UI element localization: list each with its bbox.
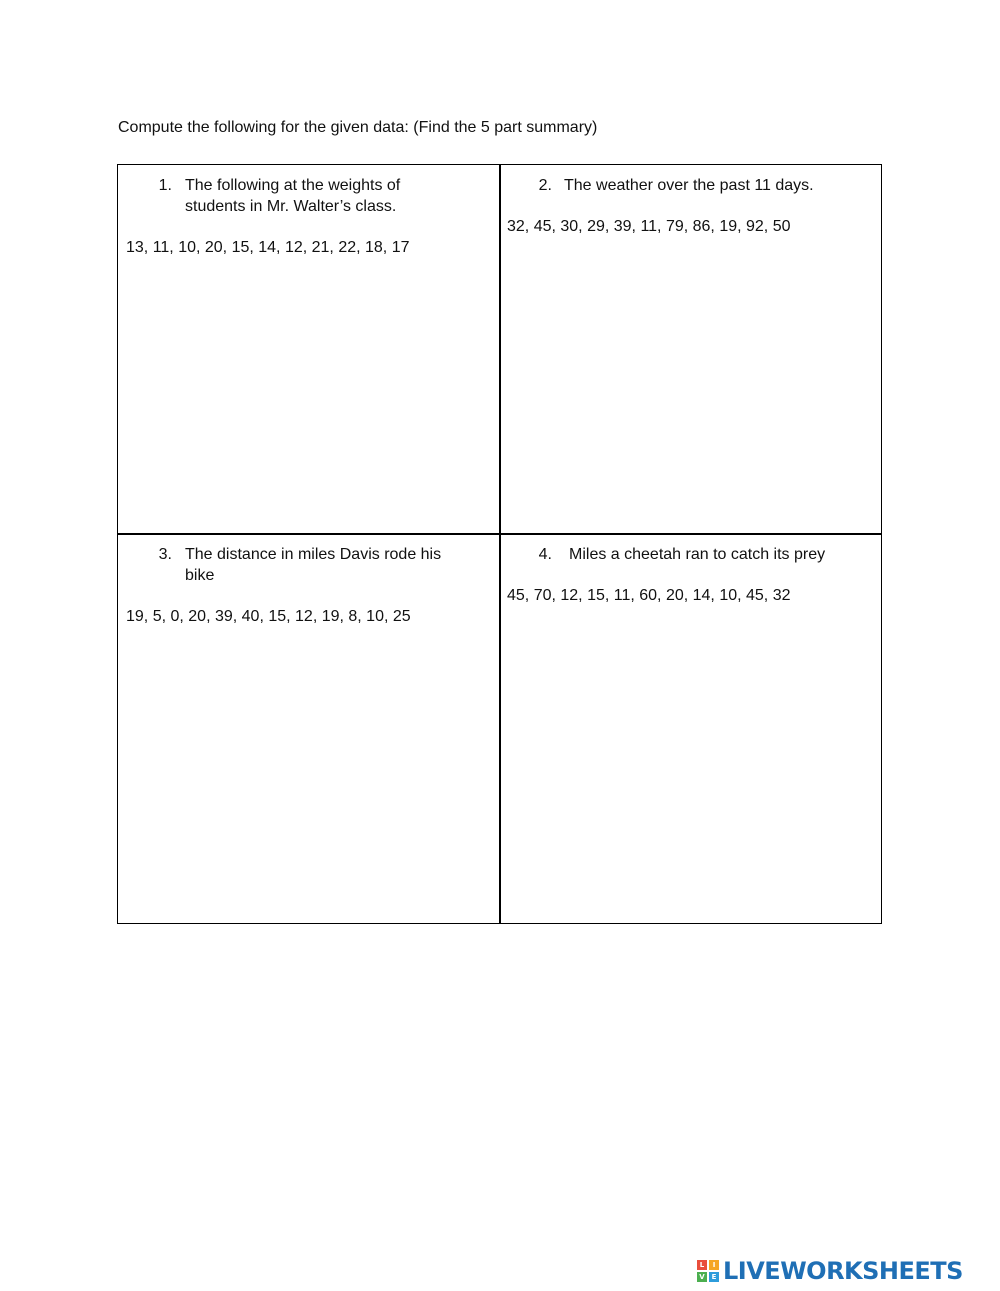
problem-number-4: 4.: [538, 546, 552, 563]
liveworksheets-logo: [697, 1258, 963, 1284]
problem-text-1: The following at the weights of students in Mr. Walter’s class.: [185, 177, 401, 215]
logo-block-i: I: [709, 1260, 719, 1270]
problem-text-3: The distance in miles Davis rode his bike: [185, 546, 442, 584]
logo-blocks-icon: [697, 1260, 719, 1282]
logo-block-e: E: [709, 1272, 719, 1282]
problem-cell-1: [126, 175, 491, 258]
problem-question-1: [126, 175, 491, 217]
problem-data-1: 13, 11, 10, 20, 15, 14, 12, 21, 22, 18, 17: [126, 239, 410, 256]
problem-grid: [117, 164, 882, 924]
problem-cell-3: [126, 544, 491, 627]
grid-horizontal-divider: [118, 533, 881, 535]
problem-number-2: 2.: [538, 177, 552, 194]
problem-question-2: [507, 175, 872, 196]
logo-text: LIVEWORKSHEETS: [723, 1257, 963, 1285]
problem-question-4: [507, 544, 872, 565]
problem-number-3: 3.: [158, 546, 172, 563]
problem-cell-2: [507, 175, 872, 237]
instruction-text: Compute the following for the given data: (Find the 5 part summary): [118, 119, 598, 136]
problem-text-4: Miles a cheetah ran to catch its prey: [569, 546, 826, 563]
problem-data-3: 19, 5, 0, 20, 39, 40, 15, 12, 19, 8, 10, 25: [126, 608, 411, 625]
logo-block-v: V: [697, 1272, 707, 1282]
problem-data-4: 45, 70, 12, 15, 11, 60, 20, 14, 10, 45, 32: [507, 587, 791, 604]
problem-number-1: 1.: [158, 177, 172, 194]
problem-data-2: 32, 45, 30, 29, 39, 11, 79, 86, 19, 92, 50: [507, 218, 791, 235]
problem-text-2: The weather over the past 11 days.: [564, 177, 814, 194]
logo-block-l: L: [697, 1260, 707, 1270]
grid-vertical-divider: [499, 165, 501, 923]
problem-cell-4: [507, 544, 872, 606]
problem-question-3: [126, 544, 491, 586]
